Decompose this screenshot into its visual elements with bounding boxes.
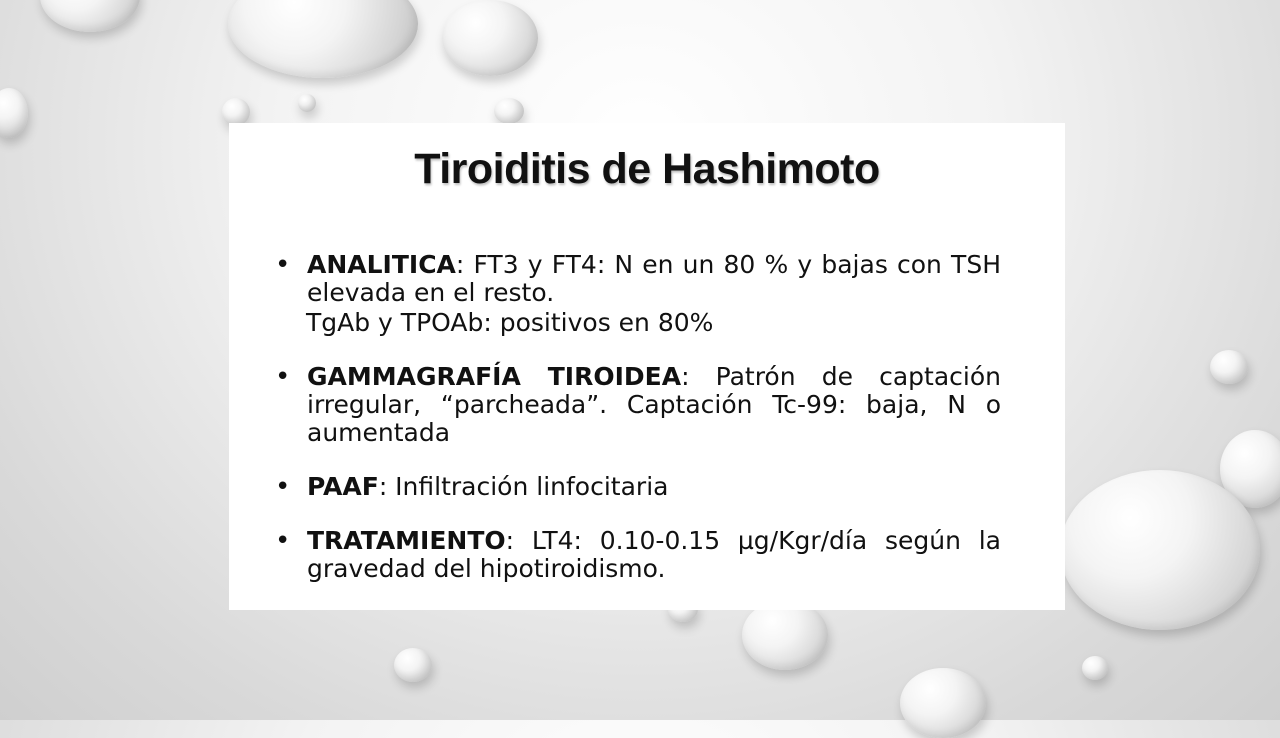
water-drop: [298, 94, 316, 112]
slide-content-card: [229, 123, 1065, 610]
bullet-heading: ANALITICA: [307, 250, 456, 279]
bullet-item-gammagrafia: [271, 363, 1001, 447]
water-drop: [742, 600, 828, 670]
water-drop: [494, 98, 524, 124]
bullet-subline: TgAb y TPOAb: positivos en 80%: [306, 308, 714, 337]
slide-title: Tiroiditis de Hashimoto: [414, 145, 880, 193]
water-drop: [442, 0, 538, 76]
bullet-text: : LT4: 0.10-0.15 µg/Kgr/día según la gravedad del hipotiroidismo.: [307, 526, 1001, 583]
bullet-heading: PAAF: [307, 472, 379, 501]
bullet-text: : Patrón de captación irregular, “parcheada”. Captación Tc-99: baja, N o aumentada: [307, 362, 1001, 447]
bullet-heading: TRATAMIENTO: [307, 526, 506, 555]
bullet-item-tratamiento: [271, 527, 1001, 583]
water-drop: [1060, 470, 1260, 630]
water-drop: [1082, 656, 1108, 680]
bullet-list: [271, 251, 1001, 609]
water-drop: [40, 0, 140, 32]
water-drop: [0, 88, 28, 138]
water-drop: [900, 668, 986, 738]
bullet-text: : FT3 y FT4: N en un 80 % y bajas con TSH elevada en el resto.: [307, 250, 1001, 307]
bullet-item-analitica: [271, 251, 1001, 337]
water-drop: [228, 0, 418, 78]
water-drop: [222, 98, 250, 126]
water-drop: [1210, 350, 1248, 384]
bullet-item-paaf: [271, 473, 1001, 501]
water-drop: [394, 648, 432, 682]
bullet-text: : Infiltración linfocitaria: [378, 472, 669, 501]
bullet-heading: GAMMAGRAFÍA TIROIDEA: [307, 362, 682, 391]
